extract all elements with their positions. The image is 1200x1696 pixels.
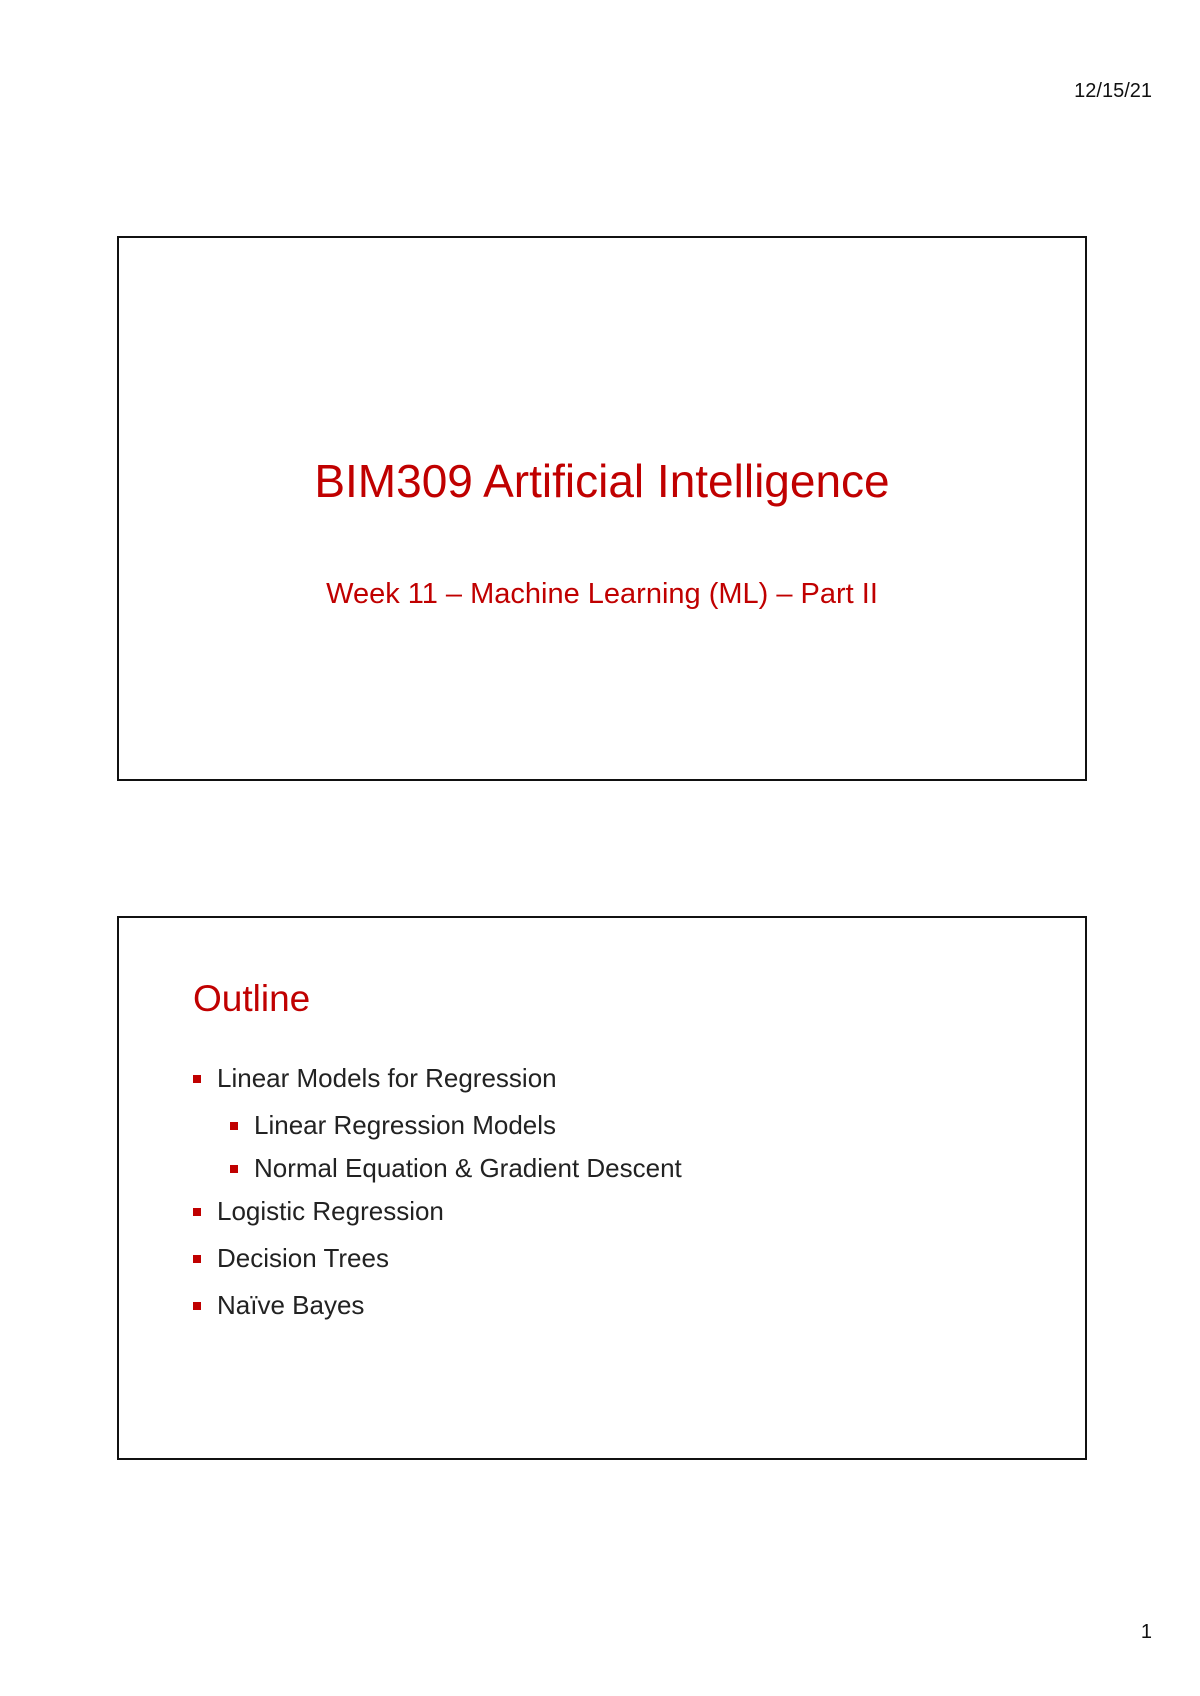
square-bullet-icon <box>193 1208 201 1216</box>
slide-title-heading: BIM309 Artificial Intelligence <box>314 455 890 507</box>
square-bullet-icon <box>193 1255 201 1263</box>
outline-subitem-linear-regression-models <box>193 1110 682 1141</box>
outline-item-naive-bayes <box>193 1290 682 1321</box>
square-bullet-icon <box>193 1302 201 1310</box>
outline-list <box>193 1063 682 1337</box>
slide-title <box>117 236 1087 781</box>
square-bullet-icon <box>230 1165 238 1173</box>
header-date: 12/15/21 <box>1074 80 1152 102</box>
outline-item-label: Decision Trees <box>217 1243 389 1273</box>
outline-item-label: Logistic Regression <box>217 1196 444 1226</box>
outline-item-linear-models <box>193 1063 682 1094</box>
slide-outline <box>117 916 1087 1460</box>
outline-item-logistic-regression <box>193 1196 682 1227</box>
slide-subtitle: Week 11 – Machine Learning (ML) – Part II <box>326 578 878 610</box>
outline-item-label: Naïve Bayes <box>217 1290 365 1320</box>
square-bullet-icon <box>230 1122 238 1130</box>
outline-item-decision-trees <box>193 1243 682 1274</box>
square-bullet-icon <box>193 1075 201 1083</box>
outline-heading: Outline <box>193 978 311 1019</box>
outline-subitem-normal-equation <box>193 1153 682 1184</box>
outline-item-label: Normal Equation & Gradient Descent <box>254 1153 682 1183</box>
outline-item-label: Linear Regression Models <box>254 1110 557 1140</box>
outline-item-label: Linear Models for Regression <box>217 1063 557 1093</box>
page-number: 1 <box>1140 1621 1152 1643</box>
